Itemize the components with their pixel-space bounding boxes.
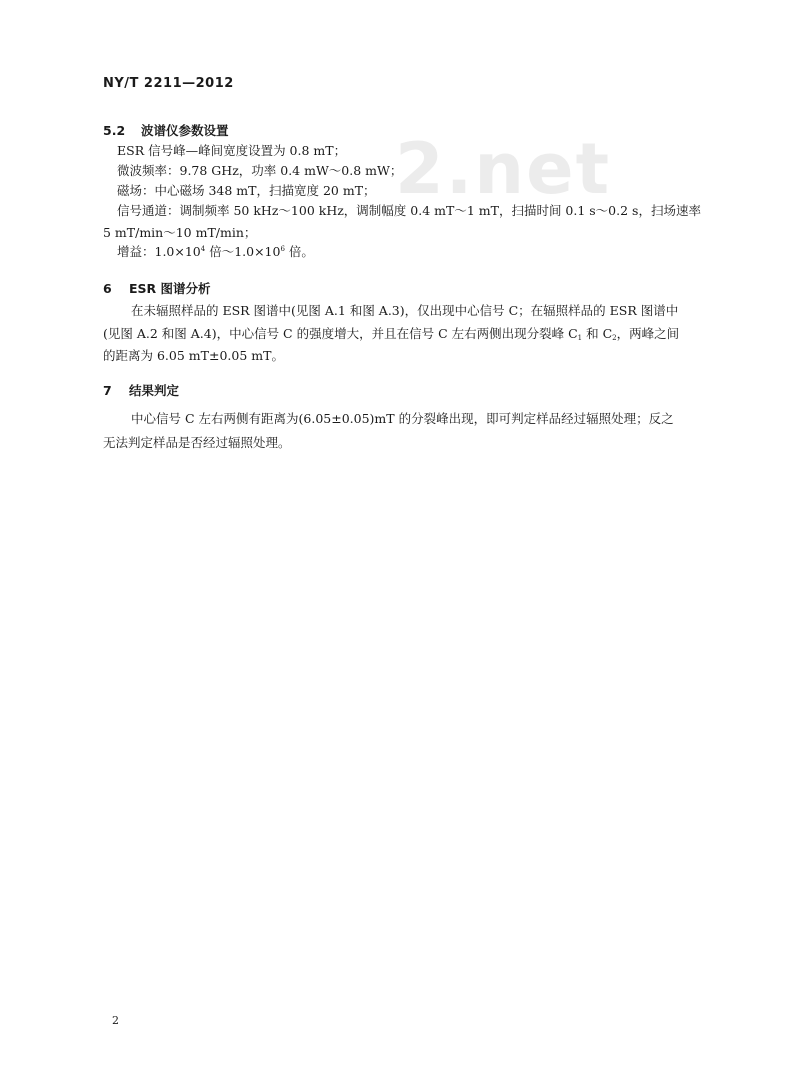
section-title: 波谱仪参数设置 [141,123,229,138]
section-5-2-heading [103,121,229,139]
analysis-line-2-prefix: (见图 A.2 和图 A.4)，中心信号 C 的强度增大，并且在信号 C 左右两侧出现分裂峰 C [103,326,578,341]
param-line-sweep-rate: 5 mT/min～10 mT/min； [103,225,257,240]
section-number: 6 [103,281,112,296]
analysis-line-2 [103,328,679,341]
watermark: 2.net [395,128,612,210]
section-6-heading [103,279,211,297]
section-number: 7 [103,383,112,398]
param-line-esr-width: ESR 信号峰—峰间宽度设置为 0.8 mT； [117,143,347,158]
subscript-1: 1 [577,334,583,342]
analysis-line-3: 的距离为 6.05 mT±0.05 mT。 [103,348,284,363]
gain-prefix: 增益：1.0×10 [117,244,201,259]
result-line-1: 中心信号 C 左右两侧有距离为(6.05±0.05)mT 的分裂峰出现，即可判定样品经过辐照处理；反之 [131,411,674,426]
section-title: 结果判定 [129,383,180,398]
standard-code: NY/T 2211—2012 [103,76,234,91]
param-line-magnetic-field: 磁场：中心磁场 348 mT，扫描宽度 20 mT； [117,183,376,198]
param-line-microwave: 微波频率：9.78 GHz，功率 0.4 mW～0.8 mW； [117,163,403,178]
section-title: ESR 图谱分析 [129,281,211,296]
gain-middle: 倍～1.0×10 [205,244,281,259]
gain-exponent-2: 6 [280,245,285,253]
section-number: 5.2 [103,123,126,138]
section-7-heading [103,381,179,399]
subscript-2: 2 [612,334,617,342]
gain-exponent-1: 4 [200,245,206,253]
result-line-2: 无法判定样品是否经过辐照处理。 [103,435,291,450]
page-number: 2 [112,1014,119,1027]
gain-suffix: 倍。 [284,244,314,259]
param-line-gain [117,246,314,259]
analysis-line-1: 在未辐照样品的 ESR 图谱中(见图 A.1 和图 A.3)，仅出现中心信号 C；在辐照样品的 ESR 图谱中 [131,303,679,318]
analysis-line-2-middle: 和 C [582,326,613,341]
analysis-line-2-suffix: ，两峰之间 [616,326,680,341]
param-line-signal-channel: 信号通道：调制频率 50 kHz～100 kHz，调制幅度 0.4 mT～1 mT，扫描时间 0.1 s～0.2 s，扫场速率 [117,203,701,218]
